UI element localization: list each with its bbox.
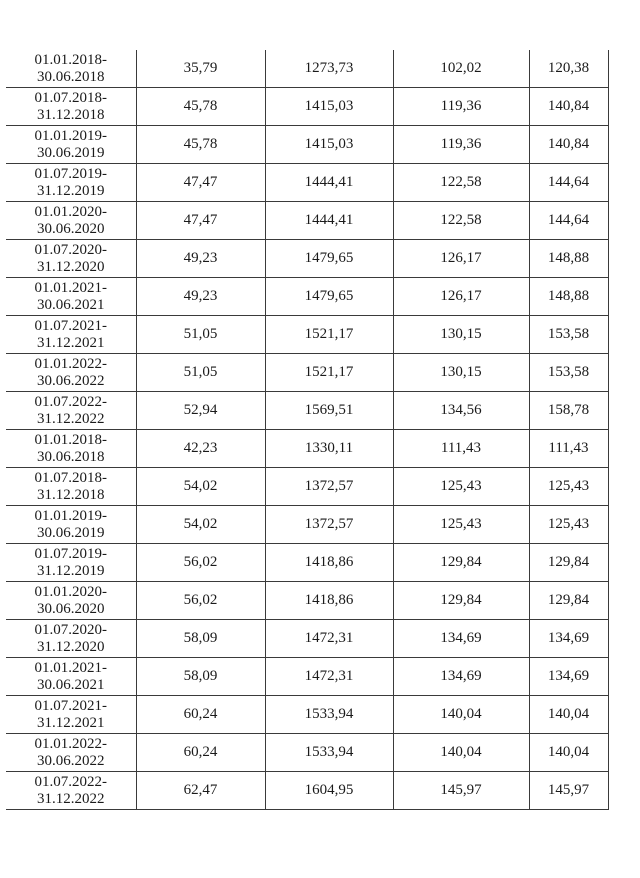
value-cell: 153,58	[529, 316, 608, 354]
value-cell: 58,09	[136, 658, 265, 696]
period-cell: 01.07.2019- 31.12.2019	[6, 164, 136, 202]
value-cell: 54,02	[136, 468, 265, 506]
period-cell: 01.01.2022- 30.06.2022	[6, 354, 136, 392]
value-cell: 56,02	[136, 544, 265, 582]
value-cell: 1533,94	[265, 734, 393, 772]
value-cell: 134,69	[393, 658, 529, 696]
period-cell: 01.01.2021- 30.06.2021	[6, 278, 136, 316]
value-cell: 119,36	[393, 126, 529, 164]
period-cell: 01.01.2018- 30.06.2018	[6, 430, 136, 468]
value-cell: 125,43	[529, 506, 608, 544]
table-row	[6, 164, 608, 202]
value-cell: 111,43	[529, 430, 608, 468]
value-cell: 129,84	[393, 582, 529, 620]
table-row	[6, 88, 608, 126]
period-cell: 01.01.2022- 30.06.2022	[6, 734, 136, 772]
value-cell: 49,23	[136, 240, 265, 278]
value-cell: 56,02	[136, 582, 265, 620]
period-cell: 01.07.2018- 31.12.2018	[6, 468, 136, 506]
value-cell: 125,43	[393, 468, 529, 506]
table-row	[6, 202, 608, 240]
period-cell: 01.07.2021- 31.12.2021	[6, 316, 136, 354]
period-cell: 01.07.2022- 31.12.2022	[6, 772, 136, 810]
value-cell: 58,09	[136, 620, 265, 658]
table-row	[6, 126, 608, 164]
value-cell: 120,38	[529, 50, 608, 88]
value-cell: 1415,03	[265, 126, 393, 164]
value-cell: 102,02	[393, 50, 529, 88]
value-cell: 45,78	[136, 88, 265, 126]
value-cell: 130,15	[393, 316, 529, 354]
value-cell: 1444,41	[265, 202, 393, 240]
period-cell: 01.07.2020- 31.12.2020	[6, 240, 136, 278]
value-cell: 47,47	[136, 164, 265, 202]
value-cell: 134,69	[529, 620, 608, 658]
value-cell: 125,43	[393, 506, 529, 544]
value-cell: 140,84	[529, 88, 608, 126]
value-cell: 49,23	[136, 278, 265, 316]
value-cell: 1372,57	[265, 468, 393, 506]
period-cell: 01.07.2021- 31.12.2021	[6, 696, 136, 734]
value-cell: 35,79	[136, 50, 265, 88]
value-cell: 145,97	[393, 772, 529, 810]
period-cell: 01.07.2020- 31.12.2020	[6, 620, 136, 658]
table-row	[6, 240, 608, 278]
value-cell: 1472,31	[265, 658, 393, 696]
value-cell: 140,04	[529, 734, 608, 772]
period-cell: 01.07.2022- 31.12.2022	[6, 392, 136, 430]
table-row	[6, 696, 608, 734]
value-cell: 119,36	[393, 88, 529, 126]
tariff-table	[6, 50, 609, 810]
table-row	[6, 468, 608, 506]
period-cell: 01.01.2019- 30.06.2019	[6, 126, 136, 164]
value-cell: 122,58	[393, 164, 529, 202]
value-cell: 125,43	[529, 468, 608, 506]
period-cell: 01.07.2019- 31.12.2019	[6, 544, 136, 582]
value-cell: 52,94	[136, 392, 265, 430]
value-cell: 111,43	[393, 430, 529, 468]
value-cell: 1604,95	[265, 772, 393, 810]
value-cell: 45,78	[136, 126, 265, 164]
value-cell: 51,05	[136, 354, 265, 392]
period-cell: 01.01.2021- 30.06.2021	[6, 658, 136, 696]
period-cell: 01.01.2020- 30.06.2020	[6, 582, 136, 620]
value-cell: 1415,03	[265, 88, 393, 126]
table-row	[6, 430, 608, 468]
value-cell: 1418,86	[265, 544, 393, 582]
value-cell: 1569,51	[265, 392, 393, 430]
value-cell: 134,69	[529, 658, 608, 696]
table-row	[6, 354, 608, 392]
period-cell: 01.07.2018- 31.12.2018	[6, 88, 136, 126]
value-cell: 126,17	[393, 240, 529, 278]
table-row	[6, 658, 608, 696]
value-cell: 140,84	[529, 126, 608, 164]
table-row	[6, 506, 608, 544]
value-cell: 62,47	[136, 772, 265, 810]
value-cell: 60,24	[136, 734, 265, 772]
table-row	[6, 544, 608, 582]
value-cell: 1372,57	[265, 506, 393, 544]
table-row	[6, 772, 608, 810]
value-cell: 51,05	[136, 316, 265, 354]
value-cell: 140,04	[393, 734, 529, 772]
value-cell: 129,84	[529, 544, 608, 582]
value-cell: 134,56	[393, 392, 529, 430]
period-cell: 01.01.2019- 30.06.2019	[6, 506, 136, 544]
value-cell: 1330,11	[265, 430, 393, 468]
value-cell: 129,84	[393, 544, 529, 582]
value-cell: 140,04	[529, 696, 608, 734]
value-cell: 129,84	[529, 582, 608, 620]
table-row	[6, 392, 608, 430]
value-cell: 140,04	[393, 696, 529, 734]
value-cell: 1472,31	[265, 620, 393, 658]
value-cell: 148,88	[529, 278, 608, 316]
value-cell: 1533,94	[265, 696, 393, 734]
value-cell: 144,64	[529, 164, 608, 202]
value-cell: 1273,73	[265, 50, 393, 88]
value-cell: 1479,65	[265, 240, 393, 278]
table-row	[6, 278, 608, 316]
value-cell: 54,02	[136, 506, 265, 544]
value-cell: 47,47	[136, 202, 265, 240]
table-row	[6, 316, 608, 354]
value-cell: 158,78	[529, 392, 608, 430]
value-cell: 1521,17	[265, 354, 393, 392]
value-cell: 153,58	[529, 354, 608, 392]
value-cell: 134,69	[393, 620, 529, 658]
value-cell: 144,64	[529, 202, 608, 240]
value-cell: 1418,86	[265, 582, 393, 620]
value-cell: 60,24	[136, 696, 265, 734]
table-row	[6, 734, 608, 772]
value-cell: 148,88	[529, 240, 608, 278]
table-row	[6, 50, 608, 88]
value-cell: 145,97	[529, 772, 608, 810]
table-row	[6, 582, 608, 620]
period-cell: 01.01.2020- 30.06.2020	[6, 202, 136, 240]
value-cell: 42,23	[136, 430, 265, 468]
table-row	[6, 620, 608, 658]
value-cell: 130,15	[393, 354, 529, 392]
value-cell: 122,58	[393, 202, 529, 240]
period-cell: 01.01.2018- 30.06.2018	[6, 50, 136, 88]
value-cell: 1444,41	[265, 164, 393, 202]
value-cell: 1479,65	[265, 278, 393, 316]
value-cell: 126,17	[393, 278, 529, 316]
tariff-table-body	[6, 50, 608, 810]
value-cell: 1521,17	[265, 316, 393, 354]
